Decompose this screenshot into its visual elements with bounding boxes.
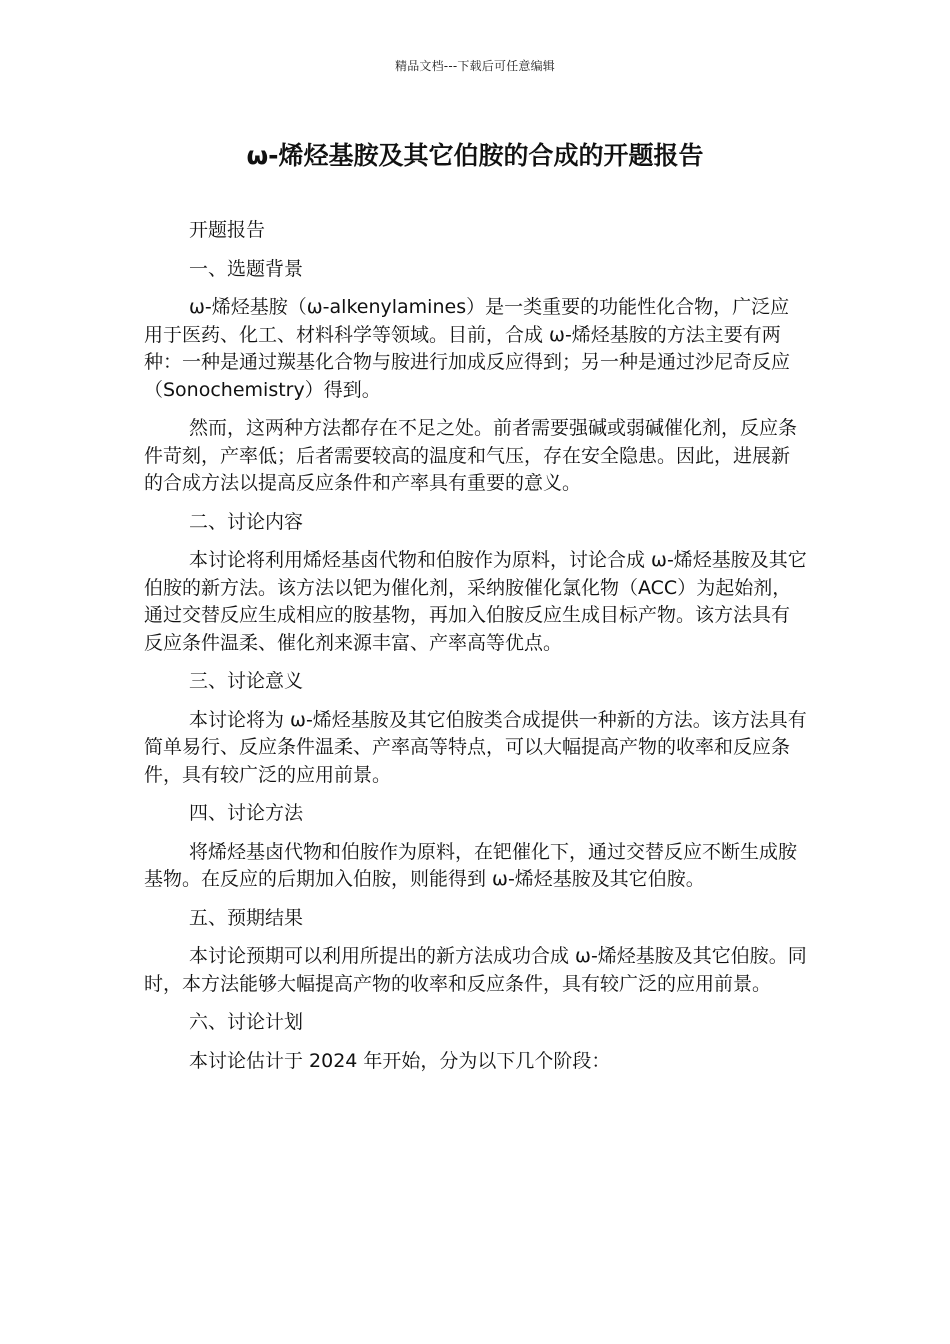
- paragraph-plan: 本讨论估计于 2024 年开始，分为以下几个阶段：: [189, 1049, 611, 1072]
- section-heading-significance: 三、讨论意义: [189, 670, 304, 692]
- header-note: 精品文档---下载后可任意编辑: [395, 59, 555, 73]
- paragraph-method: 将烯烃基卤代物和伯胺作为原料，在钯催化下，通过交替反应不断生成胺基物。在反应的后期加入伯胺，则能得到 ω-烯烃基胺及其它伯胺。: [144, 840, 798, 890]
- section-heading-background: 一、选题背景: [189, 257, 304, 280]
- paragraph-significance: 本讨论将为 ω-烯烃基胺及其它伯胺类合成提供一种新的方法。该方法具有简单易行、反应条件温柔、产率高等特点，可以大幅提高产物的收率和反应条件，具有较广泛的应用前景。: [144, 708, 807, 786]
- paragraph-background-2: 然而，这两种方法都存在不足之处。前者需要强碱或弱碱催化剂，反应条件苛刻，产率低；后者需要较高的温度和气压，存在安全隐患。因此，进展新的合成方法以提高反应条件和产率具有重要的意义。: [144, 417, 798, 494]
- section-heading-method: 四、讨论方法: [189, 802, 304, 824]
- section-heading-plan: 六、讨论计划: [189, 1011, 304, 1033]
- section-heading-content: 二、讨论内容: [189, 510, 304, 533]
- paragraph-background-1: ω-烯烃基胺（ω-alkenylamines）是一类重要的功能性化合物，广泛应用于医药、化工、材料科学等领域。目前，合成 ω-烯烃基胺的方法主要有两种：一种是通过羰基化合物与胺进行加成反应得到；另一种是通过沙尼奇反应（Sonochemistry）得到。: [144, 296, 791, 401]
- section-heading-expected-results: 五、预期结果: [189, 906, 304, 929]
- document-title: ω-烯烃基胺及其它伯胺的合成的开题报告: [246, 141, 704, 170]
- paragraph-content: 本讨论将利用烯烃基卤代物和伯胺作为原料，讨论合成 ω-烯烃基胺及其它伯胺的新方法。该方法以钯为催化剂，采纳胺催化氯化物（ACC）为起始剂，通过交替反应生成相应的胺基物，再加入伯胺反应生成目标产物。该方法具有反应条件温柔、催化剂来源丰富、产率高等优点。: [144, 549, 807, 654]
- report-label: 开题报告: [189, 219, 266, 241]
- document-body: [144, 217, 808, 1086]
- paragraph-expected-results: 本讨论预期可以利用所提出的新方法成功合成 ω-烯烃基胺及其它伯胺。同时，本方法能够大幅提高产物的收率和反应条件，具有较广泛的应用前景。: [144, 945, 807, 995]
